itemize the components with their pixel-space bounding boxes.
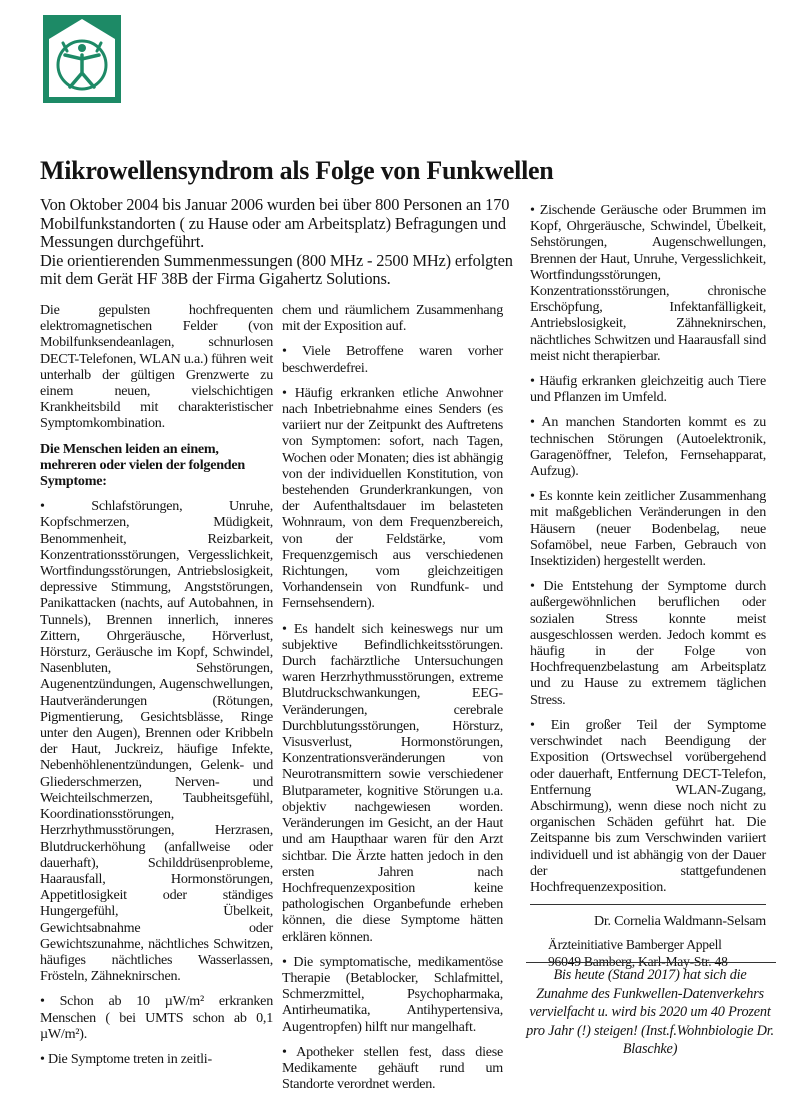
bullet-item: • Apotheker stellen fest, dass diese Medikamente gehäuft rund um Standorte verordnet werden. xyxy=(282,1043,503,1093)
column-middle xyxy=(282,302,503,1101)
bullet-item: • Schon ab 10 µW/m² erkranken Menschen ( bei UMTS schon ab 0,1 µW/m²). xyxy=(40,993,273,1042)
intro xyxy=(40,196,520,289)
subheading: Die Menschen leiden an einem, mehreren oder vielen der folgenden Symptome: xyxy=(40,440,245,490)
intro-paragraph: Die orientierenden Summenmessungen (800 MHz - 2500 MHz) erfolgten mit dem Gerät HF 38B der Firma Gigahertz Solutions. xyxy=(40,250,513,289)
bullet-item: • Die symptomatische, medikamentöse Therapie (Betablocker, Schlafmittel, Schmerzmittel, Psychopharmaka, Antirheumatika, Antihypertensiva, Augentropfen) hilft nur mangelhaft. xyxy=(282,953,503,1035)
divider xyxy=(530,904,766,905)
logo xyxy=(43,15,121,103)
organization-name: Ärzteinitiative Bamberger Appell xyxy=(548,937,722,953)
footnote: Bis heute (Stand 2017) hat sich die Zunahme des Funkwellen-Datenverkehrs vervielfacht u. wird bis 2020 um 40 Prozent pro Jahr (!) steigen! (Inst.f.Wohnbiologie Dr. Blaschke) xyxy=(526,967,774,1057)
page-title: Mikrowellensyndrom als Folge von Funkwellen xyxy=(40,156,554,185)
logo-icon xyxy=(43,15,121,103)
column-right xyxy=(530,202,766,970)
bullet-item: • Die Symptome treten in zeitli- xyxy=(40,1050,212,1067)
bullet-item: • Es konnte kein zeitlicher Zusammenhang mit maßgeblichen Veränderungen in den Häusern (neuer Bodenbelag, neue Sofamöbel, neue Farben, Gebrauch von Insektiziden) hergestellt werden. xyxy=(530,488,766,570)
intro-paragraph: Von Oktober 2004 bis Januar 2006 wurden bei über 800 Personen an 170 Mobilfunkstandorten ( zu Hause oder am Arbeitsplatz) Befragungen und Messungen durchgeführt. xyxy=(40,195,510,252)
bullet-item: • Zischende Geräusche oder Brummen im Kopf, Ohrgeräusche, Schwindel, Übelkeit, Sehstörungen, Augenschwellungen, Brennen der Haut, Unruhe, Vergesslichkeit, Wortfindungsstörungen, Konzentrationsstörungen, chronische Erschöpfung, Infektanfälligkeit, Antriebslosigkeit, Zähneknirschen, nächtliches Schwitzen und Haarausfall sind meist nicht therapierbar. xyxy=(530,202,766,364)
bullet-item: • An manchen Standorten kommt es zu technischen Störungen (Autoelektronik, Garagenöffner, Telefon, Fernsehapparat, Aufzug). xyxy=(530,414,766,480)
column-left xyxy=(40,302,273,1076)
divider xyxy=(526,962,776,963)
bullet-item: • Häufig erkranken gleichzeitig auch Tiere und Pflanzen im Umfeld. xyxy=(530,373,766,406)
bullet-item: • Schlafstörungen, Unruhe, Kopfschmerzen, Müdigkeit, Benommenheit, Reizbarkeit, Konzentrationsstörungen, Vergesslichkeit, Wortfindungsstörungen, Antriebslosigkeit, depressive Stimmung, Angststörungen, Panikattacken (nachts, auf Autobahnen, in Tunnels), Brennen innerlich, inneres Zittern, Ohrgeräusche, Hörverlust, Hörsturz, Geräusche im Kopf, Schwindel, Nasenbluten, Sehstörungen, Augenentzündungen, Augenschwellungen, Hautveränderungen (Rötungen, Pigmentierung, Gesichtsblässe, Ringe unter den Augen), Brennen oder Kribbeln der Haut, Juckreiz, häufige Infekte, Nebenhöhlenentzündungen, Gelenk- und Gliederschmerzen, Nerven- und Weichteilschmerzen, Taubheitsgefühl, Koordinationsstörungen, Herzrhythmusstörungen, Herzrasen, Blutdruckerhöhung (anfallweise oder dauerhaft), Schilddrüsenprobleme, Haarausfall, Hormonstörungen, Appetitlosigkeit oder ständiges Hungergefühl, Übelkeit, Gewichtsabnahme oder Gewichtszunahme, nächtliches Schwitzen, häufiges nächtliches Wasserlassen, Frösteln, Zähneknirschen. xyxy=(40,498,273,985)
bullet-item: • Ein großer Teil der Symptome verschwindet nach Beendigung der Exposition (Ortswechsel vorübergehend oder dauerhaft, Entfernung DECT-Telefon, Entfernung WLAN-Zugang, Abschirmung), wenn diese noch nicht zu organischen Schäden geführt hat. Die Zeitspanne bis zum Verschwinden variiert individuell und ist abhängig von der Dauer der stattgefundenen Hochfrequenzexposition. xyxy=(530,716,766,895)
paragraph: chem und räumlichem Zusammenhang mit der Exposition auf. xyxy=(282,302,503,335)
bullet-item: • Es handelt sich keineswegs nur um subjektive Befindlichkeitsstörungen. Durch fachärztliche Untersuchungen waren Herzrhythmusstörungen, extreme Blutdruckschwankungen, EEG-Veränderungen, cerebrale Durchblutungsstörungen, Hörsturz, Visusverlust, Hormonstörungen, Konzentrationsveränderungen von Neurotransmittern sowie verschiedener Blutparameter, kognitive Störungen u.a. objektiv nachgewiesen worden. Veränderungen im Gesicht, an der Haut und am Haupthaar waren für den Arzt sichtbar. Die Ärzte hatten jedoch in den ersten Jahren nach Hochfrequenzexposition keine pathologischen Organbefunde erheben können, die diese Symptome hätten erklären können. xyxy=(282,620,503,945)
paragraph: Die gepulsten hochfrequenten elektromagnetischen Felder (von Mobilfunksendeanlagen, schnurlosen DECT-Telefonen, WLAN u.a.) führen weit unterhalb der gültigen Grenzwerte zu einem neuen, vielschichtigen Krankheitsbild mit charakteristischer Symptomkombination. xyxy=(40,302,273,432)
bullet-item: • Die Entstehung der Symptome durch außergewöhnlichen beruflichen oder sozialen Stress konnte meist ausgeschlossen werden. Jedoch kommt es häufig in der Folge von Hochfrequenzbelastung am Arbeitsplatz und zu Hause zu extremem täglichen Stress. xyxy=(530,578,766,708)
author-signature: Dr. Cornelia Waldmann-Selsam xyxy=(593,913,766,930)
bullet-item: • Häufig erkranken etliche Anwohner nach Inbetriebnahme eines Senders (es variiert nur der Zeitpunkt des Auftretens von Symptomen: sofort, nach Tagen, Wochen oder Monaten; dies ist abhängig von der individuellen Konstitution, von bestehenden Grunderkrankungen, von der Aufenthaltsdauer im belasteten Wohnraum, von dem Frequenzbereich, von der Feldstärke, vom Frequenzgemisch aus verschiedenen Richtungen, vom gleichzeitigen Vorhandensein von Rundfunk- und Fernsehsendern). xyxy=(282,384,503,612)
bullet-item: • Viele Betroffene waren vorher beschwerdefrei. xyxy=(282,343,503,376)
